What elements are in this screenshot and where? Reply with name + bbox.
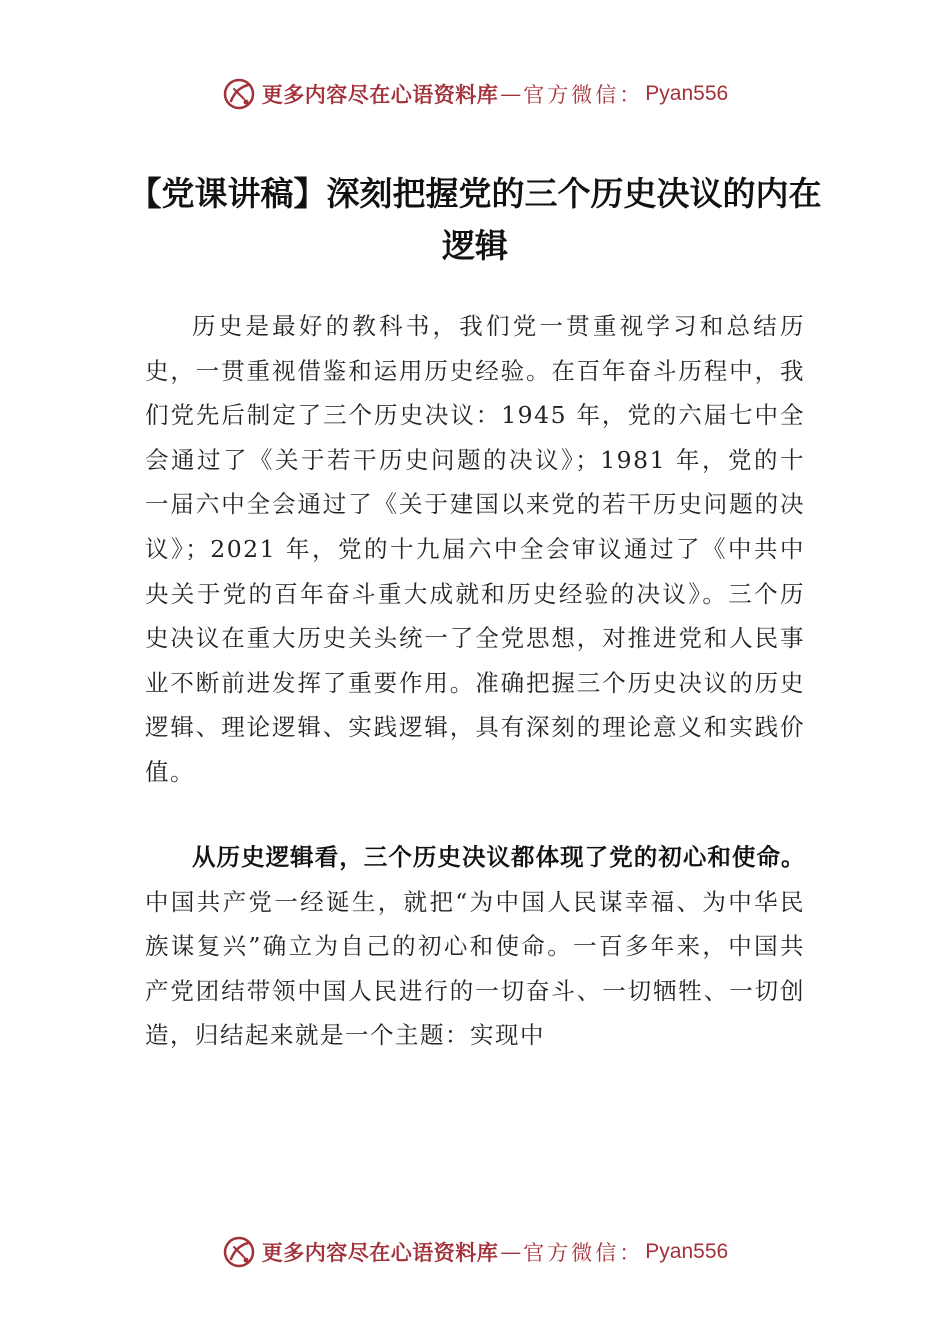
seal-logo-icon [222, 1235, 256, 1269]
footer-banner [0, 1232, 950, 1272]
header-banner [0, 74, 950, 114]
paragraph-historical-logic-text: 中国共产党一经诞生，就把“为中国人民谋幸福、为中华民族谋复兴”确立为自己的初心和使命。一百多年来，中国共产党团结带领中国人民进行的一切奋斗、一切牺牲、一切创造，归结起来就是一个主题：实现中 [145, 887, 805, 1050]
seal-logo-icon [222, 77, 256, 111]
banner-brand: 更多内容尽在心语资料库 [261, 82, 499, 107]
banner-wechat-label: 官方微信： [523, 1241, 644, 1265]
banner-wechat-id: Pyan556 [645, 82, 729, 105]
banner-brand: 更多内容尽在心语资料库 [261, 1240, 499, 1265]
paragraph-historical-logic [145, 835, 805, 1058]
document-title: 【党课讲稿】深刻把握党的三个历史决议的内在逻辑 [128, 174, 822, 265]
banner-wechat-label: 官方微信： [523, 83, 644, 107]
banner-wechat-id: Pyan556 [645, 1240, 729, 1263]
paragraph-intro [145, 304, 805, 795]
paragraph-intro-text: 历史是最好的教科书，我们党一贯重视学习和总结历史，一贯重视借鉴和运用历史经验。在百年奋斗历程中，我们党先后制定了三个历史决议：1945 年，党的六届七中全会通过了《关于若干历史问题的决议》；1981 年，党的十一届六中全会通过了《关于建国以来党的若干历史问题的决议》；2021 年，党的十九届六中全会审议通过了《中共中央关于党的百年奋斗重大成就和历史经验的决议》。三个历史决议在重大历史关头统一了全党思想，对推进党和人民事业不断前进发挥了重要作用。准确把握三个历史决议的历史逻辑、理论逻辑、实践逻辑，具有深刻的理论意义和实践价值。 [145, 312, 805, 786]
banner-separator: — [500, 82, 522, 106]
banner-separator: — [500, 1240, 522, 1264]
paragraph-historical-logic-lead: 从历史逻辑看，三个历史决议都体现了党的初心和使命。 [192, 843, 805, 871]
